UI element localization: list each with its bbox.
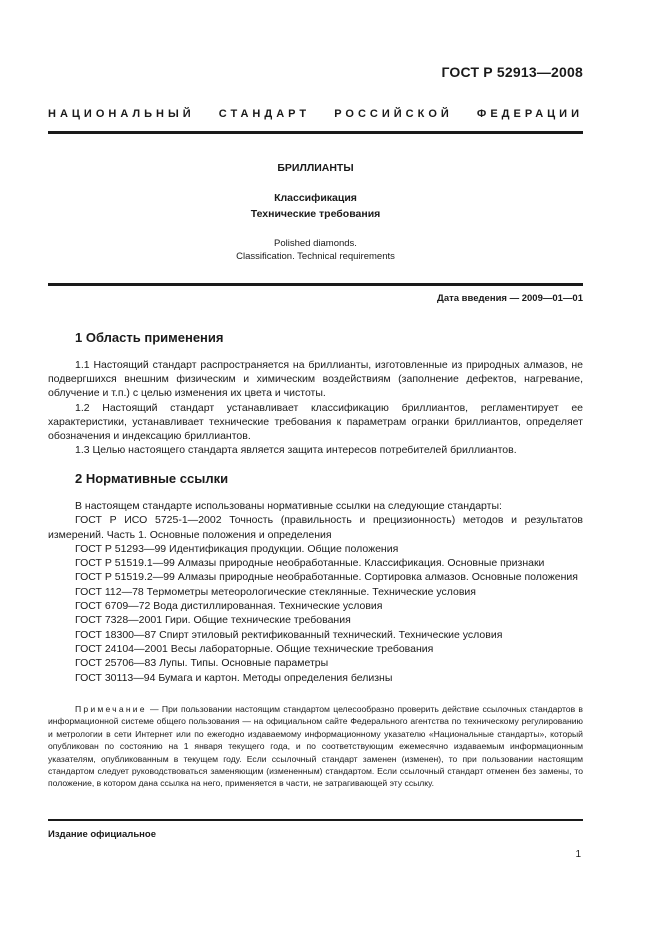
section-1-body [48, 358, 583, 457]
note-block [48, 703, 583, 790]
reference-item: ГОСТ 18300—87 Спирт этиловый ректификованный технический. Технические условия [75, 628, 503, 641]
edition-label: Издание официальное [48, 829, 156, 840]
reference-item: ГОСТ Р ИСО 5725-1—2002 Точность (правильность и прецизионность) методов и результатов измерений. Часть 1. Основные положения и определения [48, 514, 583, 541]
page-number: 1 [575, 849, 581, 860]
document-subtitle-1: Классификация [274, 192, 357, 204]
document-subtitle-2: Технические требования [250, 208, 381, 220]
national-standard-title: НАЦИОНАЛЬНЫЙ СТАНДАРТ РОССИЙСКОЙ ФЕДЕРАЦИИ [48, 108, 583, 120]
reference-item: ГОСТ 7328—2001 Гири. Общие технические требования [75, 614, 351, 627]
english-title-1: Polished diamonds. [274, 238, 357, 249]
paragraph-1-3: 1.3 Целью настоящего стандарта является защита интересов потребителей бриллиантов. [75, 444, 517, 457]
paragraph-1-1: 1.1 Настоящий стандарт распространяется на бриллианты, изготовленные из природных алмазов, не подвергшихся внешним физическим и химическим воздействиям (заполнение дефектов, нагревание, облучение и т.п.) с целью изменения их цвета и чистоты. [48, 359, 583, 400]
standard-id: ГОСТ Р 52913—2008 [441, 64, 583, 80]
references-intro: В настоящем стандарте использованы нормативные ссылки на следующие стандарты: [75, 500, 502, 512]
reference-item: ГОСТ 30113—94 Бумага и картон. Методы определения белизны [75, 671, 393, 684]
section-1-heading: 1 Область применения [75, 330, 224, 345]
reference-item: ГОСТ Р 51519.1—99 Алмазы природные необработанные. Классификация. Основные признаки [75, 557, 545, 570]
normative-references [48, 499, 583, 685]
reference-item: ГОСТ 6709—72 Вода дистиллированная. Технические условия [75, 600, 383, 613]
note-label: Примечание [75, 704, 147, 714]
introduction-date: Дата введения — 2009—01—01 [437, 293, 583, 304]
footer-divider [48, 819, 583, 821]
reference-item: ГОСТ Р 51519.2—99 Алмазы природные необработанные. Сортировка алмазов. Основные положения [75, 571, 578, 584]
reference-item: ГОСТ 112—78 Термометры метеорологические стеклянные. Технические условия [75, 585, 476, 598]
reference-item: ГОСТ 24104—2001 Весы лабораторные. Общие технические требования [75, 642, 434, 655]
section-2-heading: 2 Нормативные ссылки [75, 471, 229, 486]
note-text: — При пользовании настоящим стандартом целесообразно проверить действие ссылочных стандартов в информационной системе общего пользования — на официальном сайте Федерального агентства по техническому регулированию и метрологии в сети Интернет или по ежегодно издаваемому информационному указателю «Национальные стандарты», который опубликован по состоянию на 1 января текущего года, и по соответствующим ежемесячно издаваемым информационным указателям, опубликованным в текущем году. Если ссылочный стандарт заменен (изменен), то при пользовании настоящим стандартом следует руководствоваться заменяющим (измененным) стандартом. Если ссылочный стандарт отменен без замены, то положение, в котором дана ссылка на него, применяется в части, не затрагивающей эту ссылку. [48, 704, 583, 789]
title-divider [48, 283, 583, 286]
paragraph-1-2: 1.2 Настоящий стандарт устанавливает классификацию бриллиантов, регламентирует ее характеристики, устанавливает технические требования к параметрам огранки бриллиантов, определяет обозначения и индексацию бриллиантов. [48, 401, 583, 443]
reference-item: ГОСТ Р 51293—99 Идентификация продукции. Общие положения [75, 542, 399, 555]
document-title: БРИЛЛИАНТЫ [277, 162, 354, 174]
english-title-2: Classification. Technical requirements [236, 251, 395, 262]
header-divider [48, 131, 583, 134]
reference-item: ГОСТ 25706—83 Лупы. Типы. Основные параметры [75, 657, 329, 670]
